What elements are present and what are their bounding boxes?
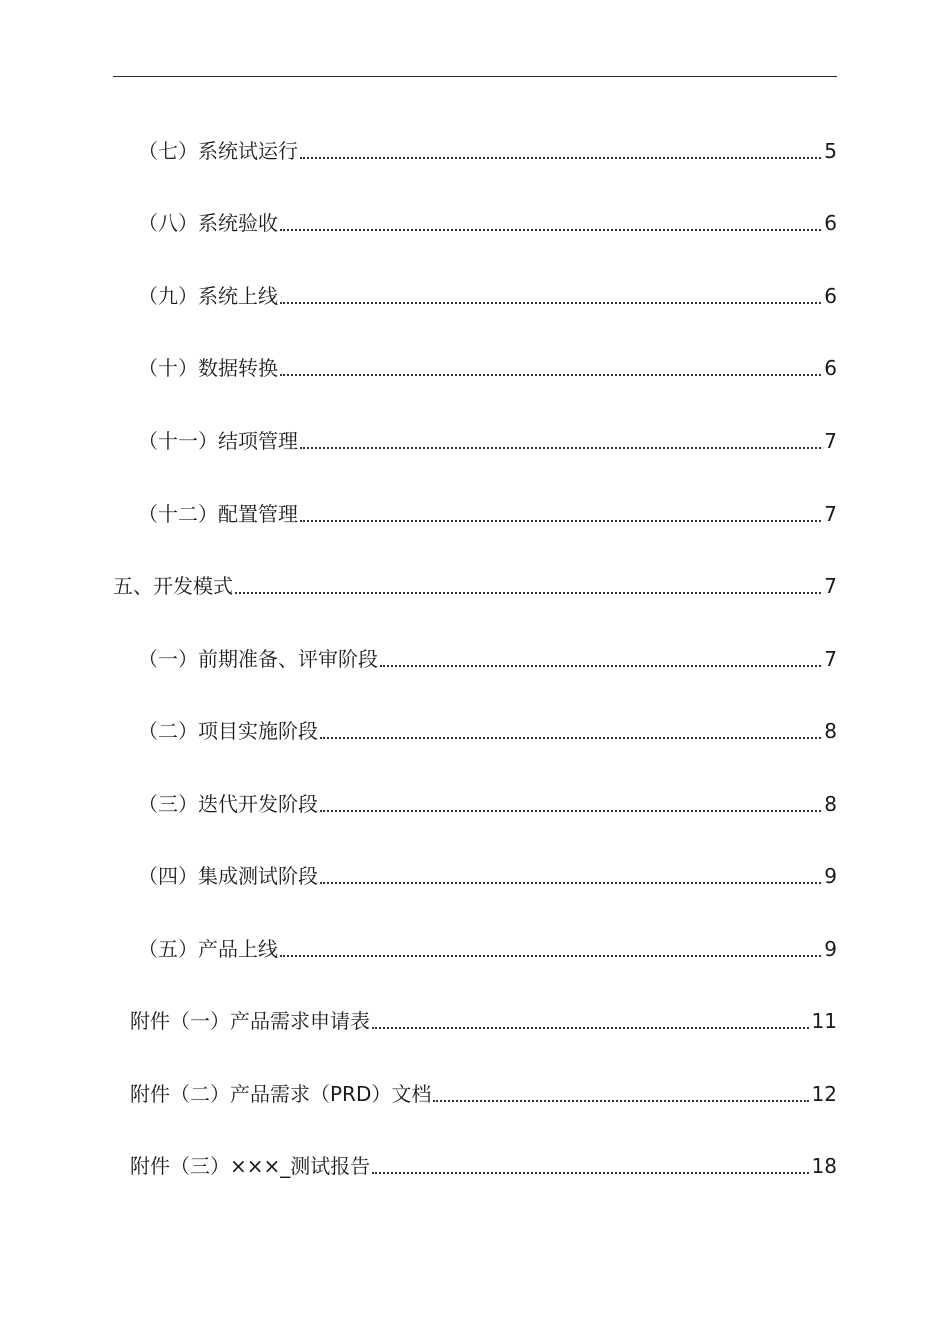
toc-entry-page: 7 [824,647,837,671]
toc-entry-page: 8 [824,792,837,816]
toc-entry-title: （八）系统验收 [138,211,278,235]
toc-entry[interactable] [113,571,837,601]
toc-entry[interactable] [138,499,837,529]
dot-leader [320,737,821,739]
toc-entry-page: 6 [824,356,837,380]
toc-entry-title: 五、开发模式 [113,574,233,598]
toc-entry-page: 12 [811,1082,837,1106]
toc-entry-page: 6 [824,211,837,235]
toc-entry-title: （十一）结项管理 [138,429,298,453]
toc-entry-page: 18 [811,1154,837,1178]
toc-entry[interactable] [138,426,837,456]
dot-leader [320,810,821,812]
toc-entry-page: 7 [824,574,837,598]
toc-entry[interactable] [138,934,837,964]
dot-leader [372,1172,808,1174]
dot-leader [300,157,821,159]
toc-entry[interactable] [138,789,837,819]
toc-entry[interactable] [130,1151,837,1181]
dot-leader [300,447,821,449]
dot-leader [280,302,821,304]
toc-entry-title: （十）数据转换 [138,356,278,380]
toc-entry-page: 7 [824,502,837,526]
toc-entry-title: 附件（二）产品需求（PRD）文档 [130,1082,432,1106]
toc-entry-page: 9 [824,864,837,888]
toc-entry-page: 9 [824,937,837,961]
dot-leader [433,1100,808,1102]
dot-leader [372,1027,809,1029]
dot-leader [320,882,821,884]
toc-entry-page: 6 [824,284,837,308]
toc-entry-title: （十二）配置管理 [138,502,298,526]
toc-entry-title: 附件（三）×××_测试报告 [130,1154,371,1178]
toc-entry[interactable] [138,716,837,746]
dot-leader [280,229,821,231]
toc-entry-page: 8 [824,719,837,743]
toc-entry-title: （四）集成测试阶段 [138,864,318,888]
dot-leader [280,955,821,957]
toc-entry-title: （七）系统试运行 [138,139,298,163]
toc-entry-title: （二）项目实施阶段 [138,719,318,743]
toc-entry-title: （五）产品上线 [138,937,278,961]
toc-entry[interactable] [130,1079,837,1109]
toc-entry-page: 5 [824,139,837,163]
toc-entry[interactable] [130,1006,837,1036]
toc-entry-title: 附件（一）产品需求申请表 [130,1009,370,1033]
toc-entry[interactable] [138,136,837,166]
toc-entry-page: 11 [811,1009,837,1033]
toc-entry-page: 7 [824,429,837,453]
toc-entry[interactable] [138,353,837,383]
dot-leader [280,374,821,376]
toc-entry-title: （三）迭代开发阶段 [138,792,318,816]
dot-leader [300,520,821,522]
header-rule [113,76,837,77]
toc-entry[interactable] [138,644,837,674]
toc-entry-title: （一）前期准备、评审阶段 [138,647,378,671]
toc-entry[interactable] [138,861,837,891]
toc-entry[interactable] [138,281,837,311]
dot-leader [235,592,821,594]
dot-leader [380,665,821,667]
toc-entry-title: （九）系统上线 [138,284,278,308]
toc-entry[interactable] [138,208,837,238]
